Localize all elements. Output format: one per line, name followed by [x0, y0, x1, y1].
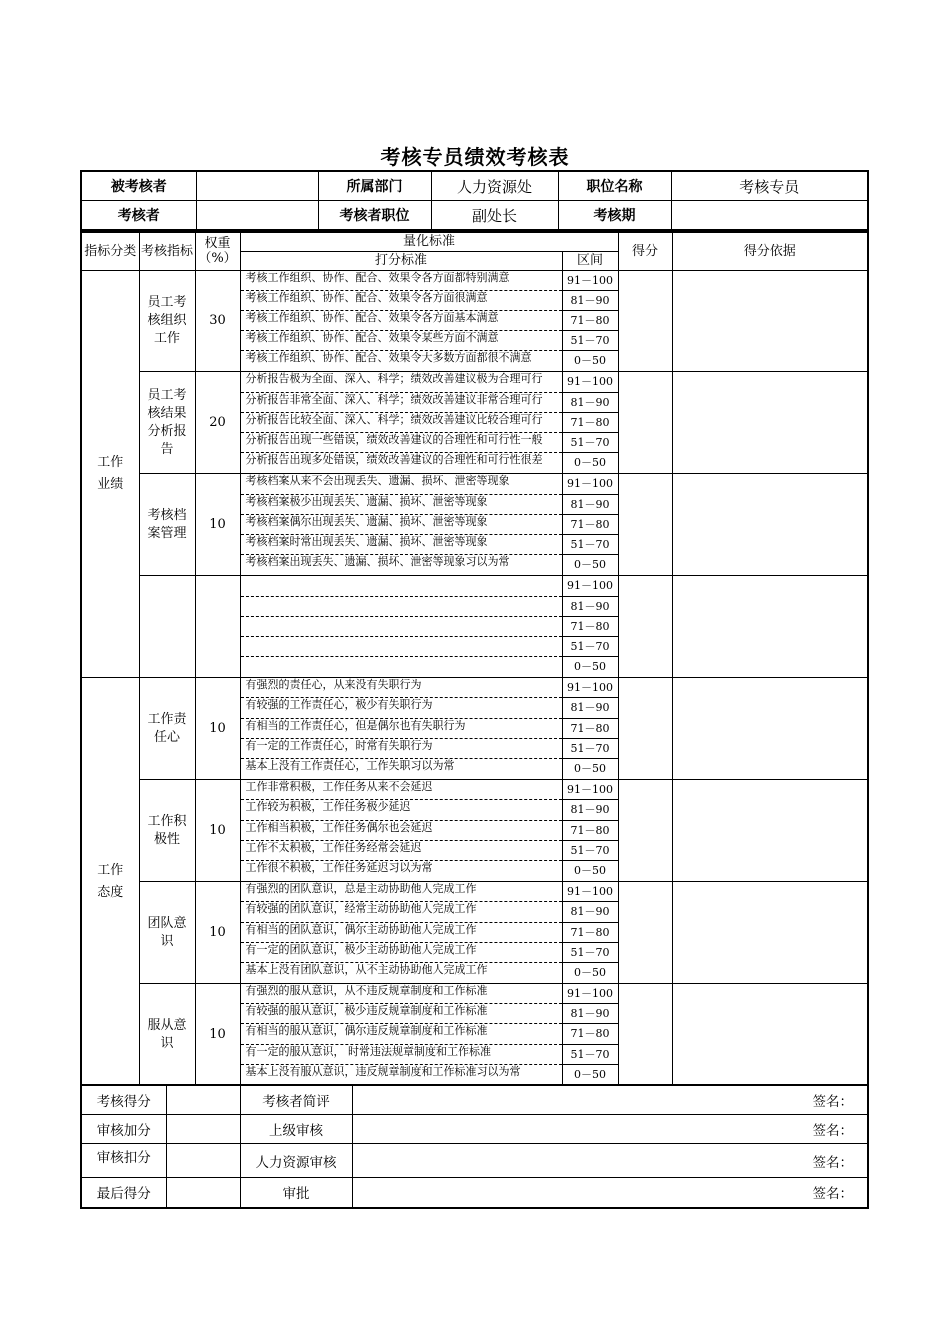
score-range-item: 0－50: [574, 558, 606, 572]
score-basis-input[interactable]: [672, 576, 868, 678]
scoring-standard-item: [241, 637, 562, 657]
department-field[interactable]: 人力资源处: [431, 171, 558, 201]
scoring-standard-item: 考核工作组织、协作、配合、效果令各方面都特别满意: [241, 271, 562, 291]
approval-table: [80, 1084, 869, 1209]
indicator-name: 工作积极性: [139, 780, 195, 882]
scoring-standard-item: 考核工作组织、协作、配合、效果令各方面很满意: [241, 291, 562, 311]
score-ranges: [562, 678, 618, 780]
scoring-standard-item: 考核工作组织、协作、配合、效果令某些方面不满意: [241, 331, 562, 351]
approval-left-value[interactable]: [166, 1115, 240, 1144]
indicator-weight: 10: [195, 474, 240, 576]
scoring-standard-item: [241, 576, 562, 596]
col-scoring: 打分标准: [240, 251, 562, 270]
col-weight: 权重（%）: [195, 232, 240, 270]
score-range-item: 91－100: [563, 678, 618, 698]
category-cell: 工作业绩: [81, 270, 139, 678]
score-range-item: 81－90: [563, 902, 618, 922]
scoring-standard-item: 工作不太积极，工作任务经常会延迟: [241, 841, 562, 861]
score-range-item: 0－50: [574, 965, 606, 979]
score-range-item: 81－90: [563, 495, 618, 515]
score-basis-input[interactable]: [672, 780, 868, 882]
examiner-position-field[interactable]: 副处长: [431, 201, 558, 231]
col-range: 区间: [562, 251, 618, 270]
indicator-name: 员工考核组织工作: [139, 270, 195, 372]
signature-field[interactable]: 签名：: [352, 1144, 868, 1178]
indicator-row: [81, 984, 868, 1086]
score-input[interactable]: [618, 882, 672, 984]
scoring-standard-item: 分析报告极为全面、深入、科学；绩效改善建议极为合理可行: [241, 372, 562, 392]
score-range-item: 0－50: [574, 863, 606, 877]
score-range-item: 71－80: [563, 617, 618, 637]
scoring-standards: [240, 882, 562, 984]
scoring-standard-item: 基本上没有服从意识，违反规章制度和工作标准习以为常: [245, 1064, 521, 1078]
score-basis-input[interactable]: [672, 882, 868, 984]
signature-field[interactable]: 签名：: [352, 1178, 868, 1208]
score-basis-input[interactable]: [672, 270, 868, 372]
score-basis-input[interactable]: [672, 372, 868, 474]
approval-row: [81, 1115, 868, 1144]
evaluation-table: [80, 231, 869, 1086]
approval-left-label: 考核得分: [81, 1085, 166, 1115]
scoring-standard-item: 考核档案从来不会出现丢失、遗漏、损坏、泄密等现象: [241, 474, 562, 494]
scoring-standard-item: 考核档案偶尔出现丢失、遗漏、损坏、泄密等现象: [241, 515, 562, 535]
scoring-standard-item: 有强烈的团队意识，总是主动协助他人完成工作: [241, 882, 562, 902]
indicator-weight: 20: [195, 372, 240, 474]
approval-left-value[interactable]: [166, 1178, 240, 1208]
col-category: 指标分类: [81, 232, 139, 270]
scoring-standards: [240, 270, 562, 372]
scoring-standard-item: 分析报告出现多处错误，绩效改善建议的合理性和可行性很差: [245, 453, 543, 467]
indicator-row: [81, 882, 868, 984]
category-cell: 工作态度: [81, 678, 139, 1086]
score-ranges: [562, 882, 618, 984]
score-range-item: 81－90: [563, 1004, 618, 1024]
scoring-standard-item: 考核工作组织、协作、配合、效果令各方面基本满意: [241, 311, 562, 331]
score-input[interactable]: [618, 984, 672, 1086]
score-range-item: 81－90: [563, 800, 618, 820]
position-field[interactable]: 考核专员: [671, 171, 868, 201]
signature-field[interactable]: 签名：: [352, 1085, 868, 1115]
score-range-item: 81－90: [563, 698, 618, 718]
score-range-item: 51－70: [563, 739, 618, 759]
score-range-item: 0－50: [574, 762, 606, 775]
indicator-weight: 10: [195, 882, 240, 984]
scoring-standard-item: 有一定的服从意识， 时常违法规章制度和工作标准: [241, 1045, 562, 1065]
scoring-standard-item: 有强烈的服从意识，从不违反规章制度和工作标准: [241, 984, 562, 1004]
scoring-standard-item: 有相当的服从意识，偶尔违反规章制度和工作标准: [241, 1024, 562, 1044]
scoring-standard-item: 工作很不积极，工作任务延迟习以为常: [245, 860, 433, 874]
approval-mid-label: 审批: [240, 1178, 352, 1208]
period-field[interactable]: [671, 201, 868, 231]
score-range-item: 71－80: [563, 1024, 618, 1044]
approval-mid-label: 人力资源审核: [240, 1144, 352, 1178]
scoring-standards: [240, 780, 562, 882]
approval-row: [81, 1178, 868, 1208]
scoring-standard-item: 有相当的工作责任心，但是偶尔也有失职行为: [241, 719, 562, 739]
scoring-standard-item: [241, 617, 562, 637]
score-input[interactable]: [618, 678, 672, 780]
indicator-weight: [195, 576, 240, 678]
scoring-standard-item: 工作相当积极，工作任务偶尔也会延迟: [241, 821, 562, 841]
score-range-item: 51－70: [563, 535, 618, 555]
score-ranges: [562, 984, 618, 1086]
scoring-standard-item: 分析报告出现一些错误，绩效改善建议的合理性和可行性一般: [241, 433, 562, 453]
scoring-standard-item: 工作较为积极，工作任务极少延迟: [241, 800, 562, 820]
approval-left-value[interactable]: [166, 1085, 240, 1115]
approval-left-label: 最后得分: [81, 1178, 166, 1208]
score-basis-input[interactable]: [672, 474, 868, 576]
score-range-item: 71－80: [563, 719, 618, 739]
scoring-standard-item: 基本上没有工作责任心，工作失职习以为常: [245, 759, 455, 772]
scoring-standard-item: 分析报告比较全面、深入、科学；绩效改善建议比较合理可行: [241, 413, 562, 433]
scoring-standard-item: 有一定的团队意识，极少主动协助他人完成工作: [241, 943, 562, 963]
scoring-standard-item: [241, 597, 562, 617]
score-range-item: 51－70: [563, 637, 618, 657]
score-range-item: 81－90: [563, 597, 618, 617]
indicator-name: 服从意识: [139, 984, 195, 1086]
indicator-name: 团队意识: [139, 882, 195, 984]
scoring-standard-item: 有强烈的责任心，从来没有失职行为: [241, 678, 562, 698]
score-input[interactable]: [618, 780, 672, 882]
scoring-standard-item: 考核档案时常出现丢失、遗漏、损坏、泄密等现象: [241, 535, 562, 555]
scoring-standard-item: 有较强的工作责任心，极少有失职行为: [241, 698, 562, 718]
score-range-item: 71－80: [563, 413, 618, 433]
indicator-name: 考核档案管理: [139, 474, 195, 576]
indicator-weight: 10: [195, 678, 240, 780]
indicator-name: [139, 576, 195, 678]
col-quant: 量化标准: [240, 232, 618, 251]
approval-row: [81, 1144, 868, 1178]
score-range-item: 51－70: [563, 943, 618, 963]
scoring-standard-item: 考核档案极少出现丢失、遗漏、损坏、泄密等现象: [241, 495, 562, 515]
score-range-item: 0－50: [574, 660, 606, 674]
approval-left-label: 审核加分: [81, 1115, 166, 1144]
score-range-item: 71－80: [563, 923, 618, 943]
indicator-row: [81, 474, 868, 576]
approval-left-label: 审核扣分: [81, 1144, 166, 1178]
score-range-item: 91－100: [563, 984, 618, 1004]
scoring-standards: [240, 678, 562, 780]
indicator-weight: 10: [195, 780, 240, 882]
approval-row: [81, 1085, 868, 1115]
score-ranges: [562, 372, 618, 474]
score-range-item: 71－80: [563, 821, 618, 841]
score-ranges: [562, 780, 618, 882]
score-range-item: 81－90: [563, 393, 618, 413]
score-range-item: 91－100: [563, 271, 618, 291]
score-range-item: 0－50: [574, 1067, 606, 1081]
approval-mid-label: 上级审核: [240, 1115, 352, 1144]
period-label: 考核期: [558, 201, 671, 231]
score-range-item: 91－100: [563, 474, 618, 494]
examinee-label: 被考核者: [81, 171, 196, 201]
score-range-item: 91－100: [563, 882, 618, 902]
score-basis-input[interactable]: [672, 984, 868, 1086]
col-score: 得分: [618, 232, 672, 270]
score-range-item: 91－100: [563, 576, 618, 596]
score-input[interactable]: [618, 372, 672, 474]
department-label: 所属部门: [318, 171, 431, 201]
col-indicator: 考核指标: [139, 232, 195, 270]
score-range-item: 81－90: [563, 291, 618, 311]
indicator-name: 工作责任心: [139, 678, 195, 780]
scoring-standard-item: 有相当的团队意识，偶尔主动协助他人完成工作: [241, 923, 562, 943]
score-range-item: 91－100: [563, 780, 618, 800]
score-range-item: 51－70: [563, 433, 618, 453]
examinee-field[interactable]: [196, 171, 318, 201]
indicator-row: [81, 270, 868, 372]
indicator-weight: 30: [195, 270, 240, 372]
score-range-item: 51－70: [563, 1045, 618, 1065]
score-input[interactable]: [618, 474, 672, 576]
scoring-standards: [240, 984, 562, 1086]
indicator-row: [81, 678, 868, 780]
score-range-item: 0－50: [574, 456, 606, 470]
scoring-standard-item: 考核档案出现丢失、遗漏、损坏、泄密等现象习以为常: [245, 555, 510, 569]
col-basis: 得分依据: [672, 232, 868, 270]
signature-field[interactable]: 签名：: [352, 1115, 868, 1144]
score-basis-input[interactable]: [672, 678, 868, 780]
examiner-label: 考核者: [81, 201, 196, 231]
score-range-item: 51－70: [563, 841, 618, 861]
scoring-standards: [240, 372, 562, 474]
header-info-table: [80, 170, 869, 231]
indicator-row: [81, 780, 868, 882]
scoring-standards: [240, 576, 562, 678]
scoring-standard-item: 考核工作组织、协作、配合、效果令大多数方面都很不满意: [245, 351, 532, 365]
score-input[interactable]: [618, 270, 672, 372]
scoring-standard-item: 有一定的工作责任心，时常有失职行为: [241, 739, 562, 759]
score-ranges: [562, 474, 618, 576]
indicator-name: 员工考核结果分析报告: [139, 372, 195, 474]
score-ranges: [562, 270, 618, 372]
scoring-standard-item: 有较强的服从意识，极少违反规章制度和工作标准: [241, 1004, 562, 1024]
examiner-field[interactable]: [196, 201, 318, 231]
indicator-row: [81, 576, 868, 678]
score-range-item: 0－50: [574, 354, 606, 368]
form-title: 考核专员绩效考核表: [380, 145, 570, 169]
approval-mid-label: 考核者简评: [240, 1085, 352, 1115]
position-label: 职位名称: [558, 171, 671, 201]
scoring-standard-item: [241, 657, 562, 677]
approval-left-value[interactable]: [166, 1144, 240, 1178]
score-range-item: 71－80: [563, 515, 618, 535]
indicator-weight: 10: [195, 984, 240, 1086]
scoring-standard-item: 工作非常积极，工作任务从来不会延迟: [241, 780, 562, 800]
examiner-position-label: 考核者职位: [318, 201, 431, 231]
scoring-standards: [240, 474, 562, 576]
indicator-row: [81, 372, 868, 474]
scoring-standard-item: 分析报告非常全面、深入、科学；绩效改善建议非常合理可行: [241, 393, 562, 413]
score-range-item: 51－70: [563, 331, 618, 351]
score-range-item: 71－80: [563, 311, 618, 331]
score-input[interactable]: [618, 576, 672, 678]
score-ranges: [562, 576, 618, 678]
scoring-standard-item: 有较强的团队意识，经常主动协助他人完成工作: [241, 902, 562, 922]
score-range-item: 91－100: [563, 372, 618, 392]
scoring-standard-item: 基本上没有团队意识，从不主动协助他人完成工作: [245, 962, 488, 976]
